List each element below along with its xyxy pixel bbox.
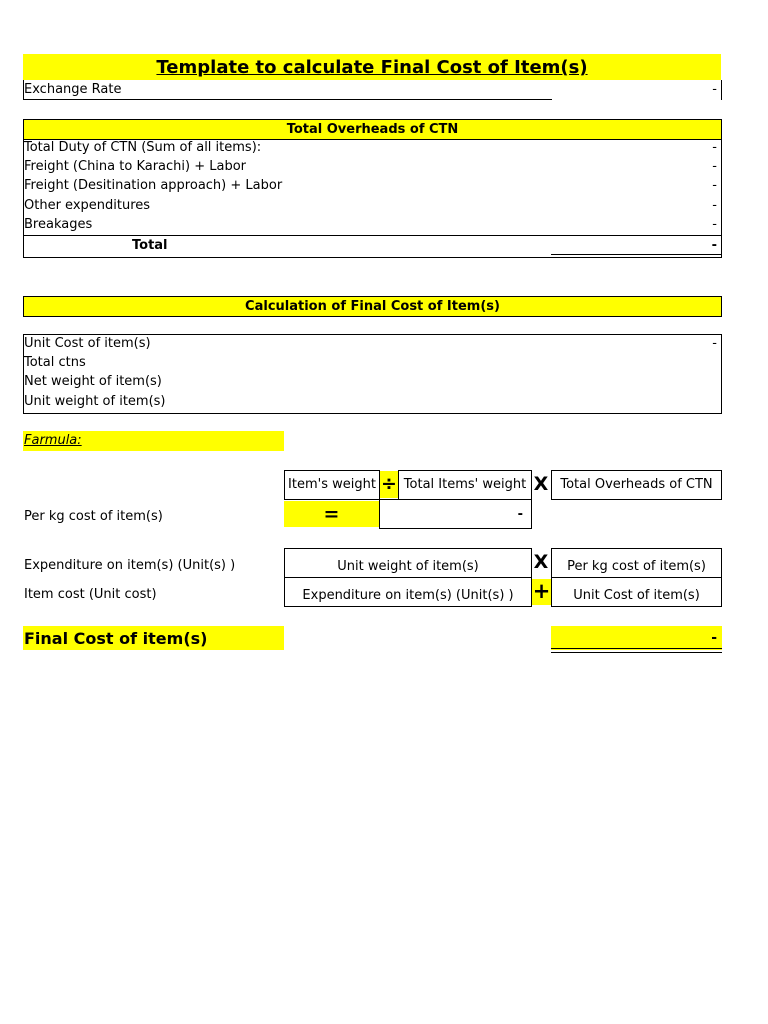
factor-text: Total Overheads of CTN: [560, 477, 713, 492]
multiply-icon: X: [533, 551, 549, 573]
overhead-row-duty: [24, 138, 721, 157]
calc-value: -: [712, 336, 717, 351]
calc-label: Unit weight of item(s): [24, 394, 166, 409]
plus-operator: [532, 579, 551, 605]
page-title: Template to calculate Final Cost of Item(s): [156, 57, 588, 78]
plus-icon: +: [532, 579, 551, 603]
calc-label: Total ctns: [24, 355, 86, 370]
item-cost-label: Item cost (Unit cost): [24, 587, 157, 602]
per-kg-cost-label: Per kg cost of item(s): [24, 509, 163, 524]
divide-operator: [380, 471, 398, 498]
item-cost-operand-1: [284, 577, 532, 607]
overhead-label: Total Duty of CTN (Sum of all items):: [24, 140, 262, 155]
overhead-row-freight-destination: [24, 176, 721, 195]
overhead-value: -: [712, 140, 717, 155]
overhead-value: -: [712, 198, 717, 213]
overhead-value: -: [712, 217, 717, 232]
item-cost-operand-2: [551, 577, 722, 607]
final-cost-label-cell: [23, 626, 284, 650]
overhead-label: Other expenditures: [24, 198, 151, 213]
overhead-value: -: [712, 178, 717, 193]
per-kg-cost-cell: [379, 499, 532, 529]
exchange-rate-underline: [23, 99, 552, 100]
exchange-rate-label: Exchange Rate: [24, 82, 122, 97]
overhead-total-value: -: [711, 238, 717, 253]
overhead-total-label: Total: [132, 238, 168, 253]
overhead-label: Breakages: [24, 217, 93, 232]
calc-row-net-weight: [24, 372, 721, 391]
overheads-table: [23, 139, 722, 258]
overhead-label: Freight (Desitination approach) + Labor: [24, 178, 283, 193]
per-kg-cost-value: -: [517, 507, 523, 522]
overhead-total-row: [24, 236, 721, 256]
factor-cell: [551, 470, 722, 500]
calculation-header: [23, 296, 722, 317]
formula-label-cell: [23, 431, 284, 451]
calc-row-unit-weight: [24, 392, 721, 411]
expenditure-operand-1-text: Unit weight of item(s): [337, 559, 479, 574]
denominator-cell: [398, 470, 532, 500]
expenditure-label: Expenditure on item(s) (Unit(s) ): [24, 558, 236, 573]
expenditure-operand-2-text: Per kg cost of item(s): [567, 559, 706, 574]
exchange-rate-value: -: [712, 82, 717, 97]
calc-label: Net weight of item(s): [24, 374, 162, 389]
calc-row-total-ctns: [24, 353, 721, 372]
overheads-header: [23, 119, 722, 140]
calculation-table: [23, 334, 722, 414]
item-cost-operand-1-text: Expenditure on item(s) (Unit(s) ): [302, 588, 514, 603]
overhead-row-freight-china: [24, 157, 721, 176]
title-banner: [23, 54, 721, 80]
calc-label: Unit Cost of item(s): [24, 336, 151, 351]
expenditure-multiply-operator: [531, 548, 551, 578]
formula-label: Farmula:: [24, 433, 82, 448]
expenditure-operand-1: [284, 548, 532, 578]
exchange-rate-row: [23, 80, 722, 100]
numerator-text: Item's weight: [288, 477, 376, 492]
denominator-text: Total Items' weight: [403, 477, 527, 492]
divide-icon: ÷: [381, 473, 397, 495]
overheads-header-label: Total Overheads of CTN: [286, 122, 459, 137]
final-cost-double-underline: [551, 648, 722, 653]
equals-icon: =: [323, 503, 340, 525]
total-double-underline: [551, 254, 721, 255]
final-cost-value: -: [711, 630, 717, 646]
equals-operator: [284, 501, 379, 527]
overhead-value: -: [712, 159, 717, 174]
final-cost-value-cell: [551, 626, 722, 650]
calculation-header-label: Calculation of Final Cost of Item(s): [245, 299, 500, 314]
overhead-label: Freight (China to Karachi) + Labor: [24, 159, 247, 174]
expenditure-operand-2: [551, 548, 722, 578]
calc-row-unit-cost: [24, 334, 721, 353]
numerator-cell: [284, 470, 380, 500]
overhead-row-other: [24, 196, 721, 215]
item-cost-operand-2-text: Unit Cost of item(s): [573, 588, 700, 603]
multiply-operator: [531, 470, 551, 500]
multiply-icon: X: [533, 473, 549, 495]
final-cost-label: Final Cost of item(s): [24, 629, 208, 648]
overhead-row-breakages: [24, 215, 721, 234]
